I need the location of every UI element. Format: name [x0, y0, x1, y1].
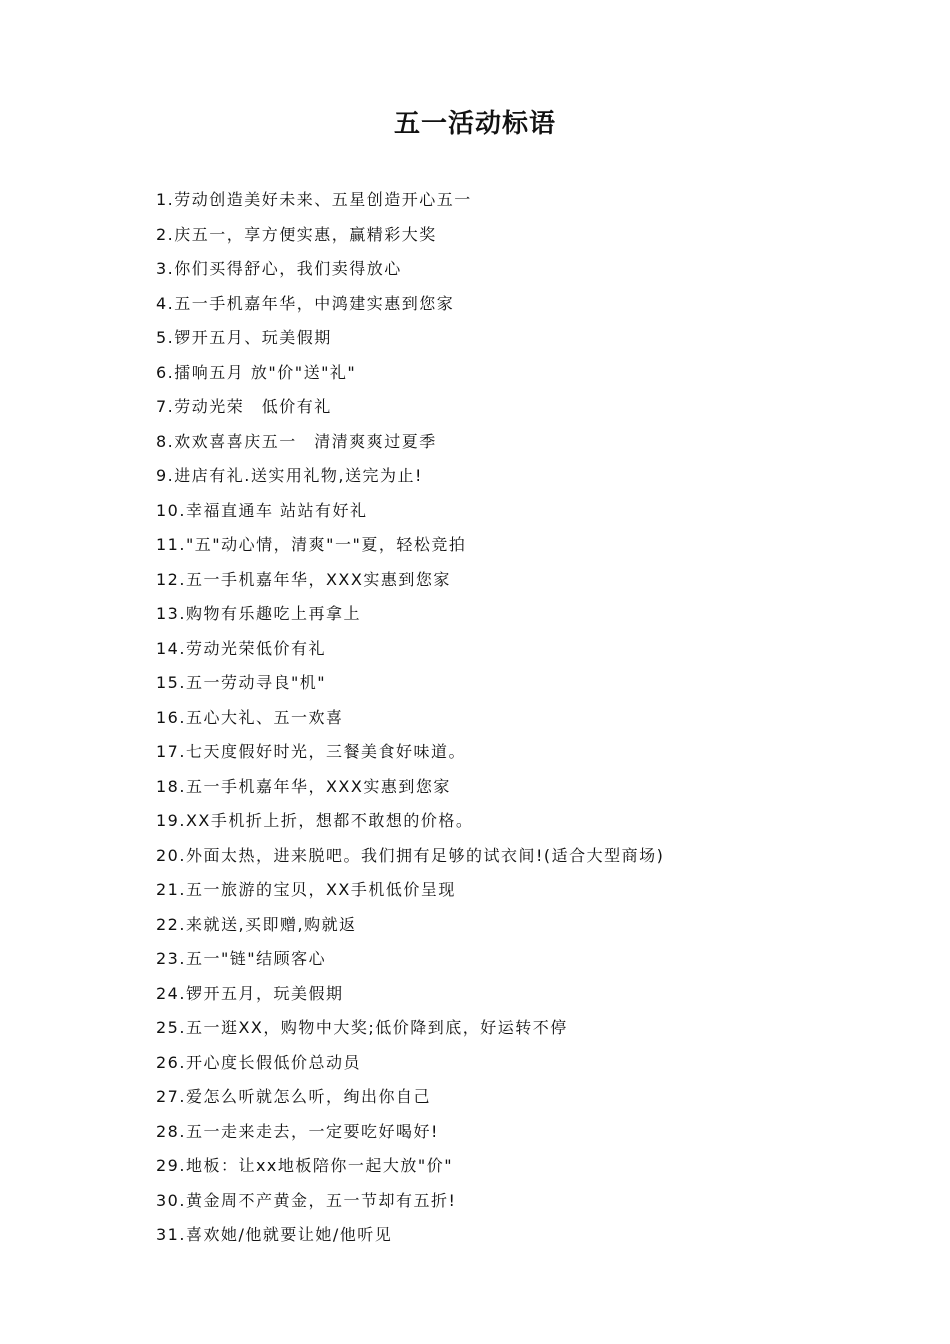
list-item: 9.进店有礼.送实用礼物,送完为止! — [156, 466, 423, 485]
list-item: 2.庆五一，享方便实惠，赢精彩大奖 — [156, 224, 437, 244]
list-item: 26.开心度长假低价总动员 — [156, 1052, 361, 1072]
list-item: 13.购物有乐趣吃上再拿上 — [156, 604, 361, 623]
list-item: 28.五一走来走去，一定要吃好喝好! — [156, 1121, 439, 1141]
list-item: 14.劳动光荣低价有礼 — [156, 638, 326, 658]
list-item: 31.喜欢她/他就要让她/他听见 — [156, 1225, 393, 1244]
list-item: 5.锣开五月、玩美假期 — [156, 328, 332, 347]
list-item: 10.幸福直通车 站站有好礼 — [156, 500, 368, 520]
list-item: 19.XX手机折上折，想都不敢想的价格。 — [156, 811, 474, 830]
list-item: 15.五一劳动寻良"机" — [156, 673, 327, 692]
list-item: 8.欢欢喜喜庆五一 清清爽爽过夏季 — [156, 431, 437, 451]
list-item: 12.五一手机嘉年华，XXX实惠到您家 — [156, 569, 451, 589]
list-item: 1.劳动创造美好未来、五星创造开心五一 — [156, 190, 472, 209]
list-item: 29.地板：让xx地板陪你一起大放"价" — [156, 1156, 454, 1175]
page-title: 五一活动标语 — [393, 109, 556, 139]
list-item: 20.外面太热，进来脱吧。我们拥有足够的试衣间!(适合大型商场) — [156, 845, 665, 865]
list-item: 6.擂响五月 放"价"送"礼" — [156, 362, 357, 382]
list-item: 30.黄金周不产黄金，五一节却有五折! — [156, 1190, 457, 1210]
list-item: 21.五一旅游的宝贝，XX手机低价呈现 — [156, 880, 456, 899]
list-item: 25.五一逛XX，购物中大奖;低价降到底，好运转不停 — [156, 1018, 568, 1037]
list-item: 18.五一手机嘉年华，XXX实惠到您家 — [156, 776, 451, 796]
list-item: 7.劳动光荣 低价有礼 — [156, 397, 332, 416]
list-item: 22.来就送,买即赠,购就返 — [156, 914, 357, 934]
list-item: 3.你们买得舒心，我们卖得放心 — [156, 259, 402, 278]
list-item: 11."五"动心情，清爽"一"夏，轻松竞拍 — [156, 535, 467, 554]
slogan-list — [156, 183, 876, 1253]
list-item: 23.五一"链"结顾客心 — [156, 949, 327, 968]
list-item: 27.爱怎么听就怎么听，绚出你自己 — [156, 1087, 431, 1106]
list-item: 17.七天度假好时光，三餐美食好味道。 — [156, 742, 466, 761]
list-item: 24.锣开五月，玩美假期 — [156, 983, 344, 1003]
list-item: 16.五心大礼、五一欢喜 — [156, 707, 344, 727]
list-item: 4.五一手机嘉年华，中鸿建实惠到您家 — [156, 293, 455, 313]
